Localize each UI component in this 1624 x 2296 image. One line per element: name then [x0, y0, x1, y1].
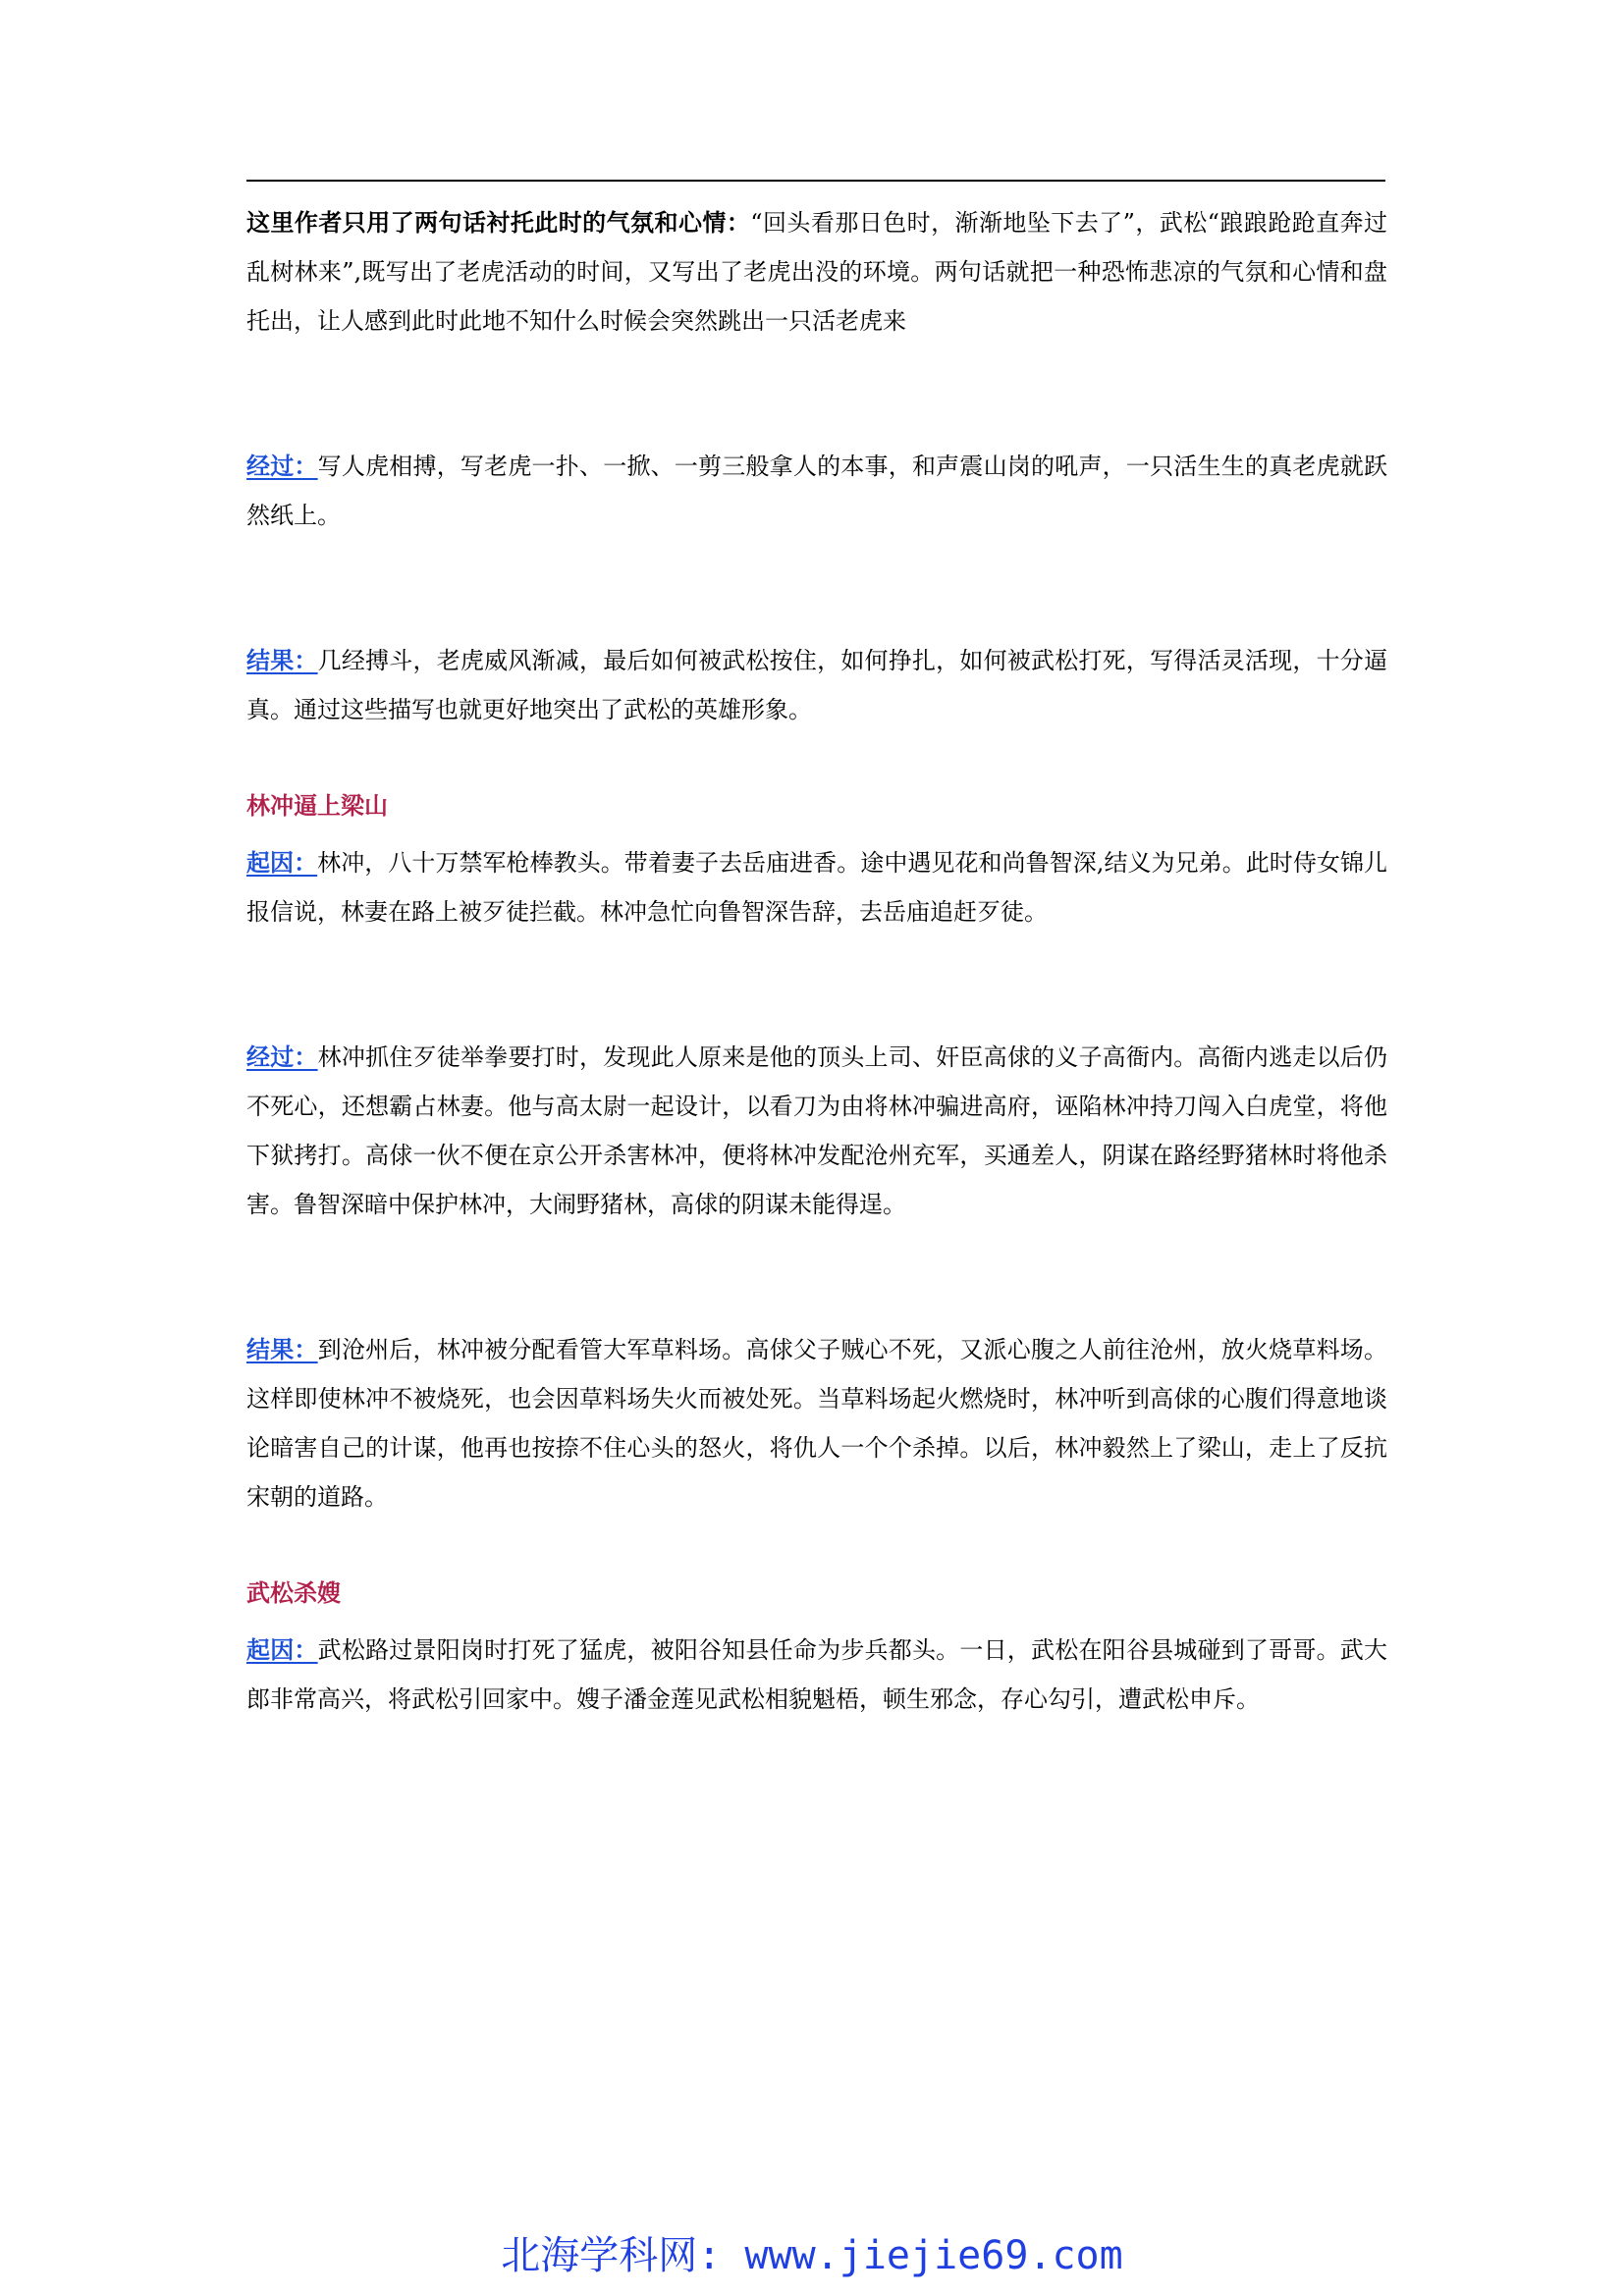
- cause-label[interactable]: 起因：: [246, 848, 318, 877]
- wusong-tiger-result-paragraph: [246, 636, 1387, 734]
- spacer: [246, 830, 1387, 838]
- linchong-result-paragraph: [246, 1325, 1387, 1522]
- spacer: [246, 734, 1387, 781]
- intro-paragraph: [246, 198, 1387, 346]
- header-rule: [246, 180, 1385, 182]
- cause-label[interactable]: 起因：: [246, 1635, 318, 1664]
- process-text: 写人虎相搏，写老虎一扑、一掀、一剪三般拿人的本事，和声震山岗的吼声，一只活生生的真老虎就跃然纸上。: [246, 453, 1387, 529]
- wusong-tiger-process-paragraph: [246, 442, 1387, 540]
- cause-text: 武松路过景阳岗时打死了猛虎，被阳谷知县任命为步兵都头。一日，武松在阳谷县城碰到了哥哥。武大郎非常高兴，将武松引回家中。嫂子潘金莲见武松相貌魁梧，顿生邪念，存心勾引，遭武松申斥。: [246, 1636, 1387, 1713]
- footer-watermark-link[interactable]: 北海学科网: www.jiejie69.com: [501, 2233, 1123, 2278]
- linchong-cause-paragraph: [246, 838, 1387, 936]
- intro-bold-lead: 这里作者只用了两句话衬托此时的气氛和心情：: [246, 208, 751, 237]
- process-text: 林冲抓住歹徒举拳要打时，发现此人原来是他的顶头上司、奸臣高俅的义子高衙内。高衙内逃走以后仍不死心，还想霸占林妻。他与高太尉一起设计，以看刀为由将林冲骗进高府，诬陷林冲持刀闯入白虎堂，将他下狱拷打。高俅一伙不便在京公开杀害林冲，便将林冲发配沧州充军，买通差人，阴谋在路经野猪林时将他杀害。鲁智深暗中保护林冲，大闹野猪林，高俅的阴谋未能得逞。: [246, 1043, 1387, 1218]
- result-text: 到沧州后，林冲被分配看管大军草料场。高俅父子贼心不死，又派心腹之人前往沧州，放火烧草料场。这样即使林冲不被烧死，也会因草料场失火而被处死。当草料场起火燃烧时，林冲听到高俅的心腹们得意地谈论暗害自己的计谋，他再也按捺不住心头的怒火，将仇人一个个杀掉。以后，林冲毅然上了梁山，走上了反抗宋朝的道路。: [246, 1336, 1387, 1511]
- process-label[interactable]: 经过：: [246, 1042, 318, 1071]
- spacer: [246, 540, 1387, 636]
- document-body: [246, 198, 1387, 1724]
- section-title-linchong: 林冲逼上梁山: [246, 791, 388, 820]
- section-title-wusong-sao: 武松杀嫂: [246, 1578, 341, 1607]
- spacer: [246, 346, 1387, 442]
- result-label[interactable]: 结果：: [246, 646, 318, 674]
- wusong-sao-cause-paragraph: [246, 1626, 1387, 1724]
- spacer: [246, 1229, 1387, 1325]
- result-label[interactable]: 结果：: [246, 1335, 318, 1363]
- spacer: [246, 1522, 1387, 1569]
- linchong-process-paragraph: [246, 1033, 1387, 1229]
- process-label[interactable]: 经过：: [246, 452, 318, 480]
- result-text: 几经搏斗，老虎威风渐减，最后如何被武松按住，如何挣扎，如何被武松打死，写得活灵活现，十分逼真。通过这些描写也就更好地突出了武松的英雄形象。: [246, 647, 1387, 723]
- spacer: [246, 936, 1387, 1033]
- intro-text: “回头看那日色时，渐渐地坠下去了”，武松“踉踉跄跄直奔过乱树林来”,既写出了老虎活动的时间，又写出了老虎出没的环境。两句话就把一种恐怖悲凉的气氛和心情和盘托出，让人感到此时此地不知什么时候会突然跳出一只活老虎来: [246, 209, 1388, 335]
- cause-text: 林冲，八十万禁军枪棒教头。带着妻子去岳庙进香。途中遇见花和尚鲁智深,结义为兄弟。此时侍女锦儿报信说，林妻在路上被歹徒拦截。林冲急忙向鲁智深告辞，去岳庙追赶歹徒。: [246, 849, 1387, 926]
- spacer: [246, 1618, 1387, 1626]
